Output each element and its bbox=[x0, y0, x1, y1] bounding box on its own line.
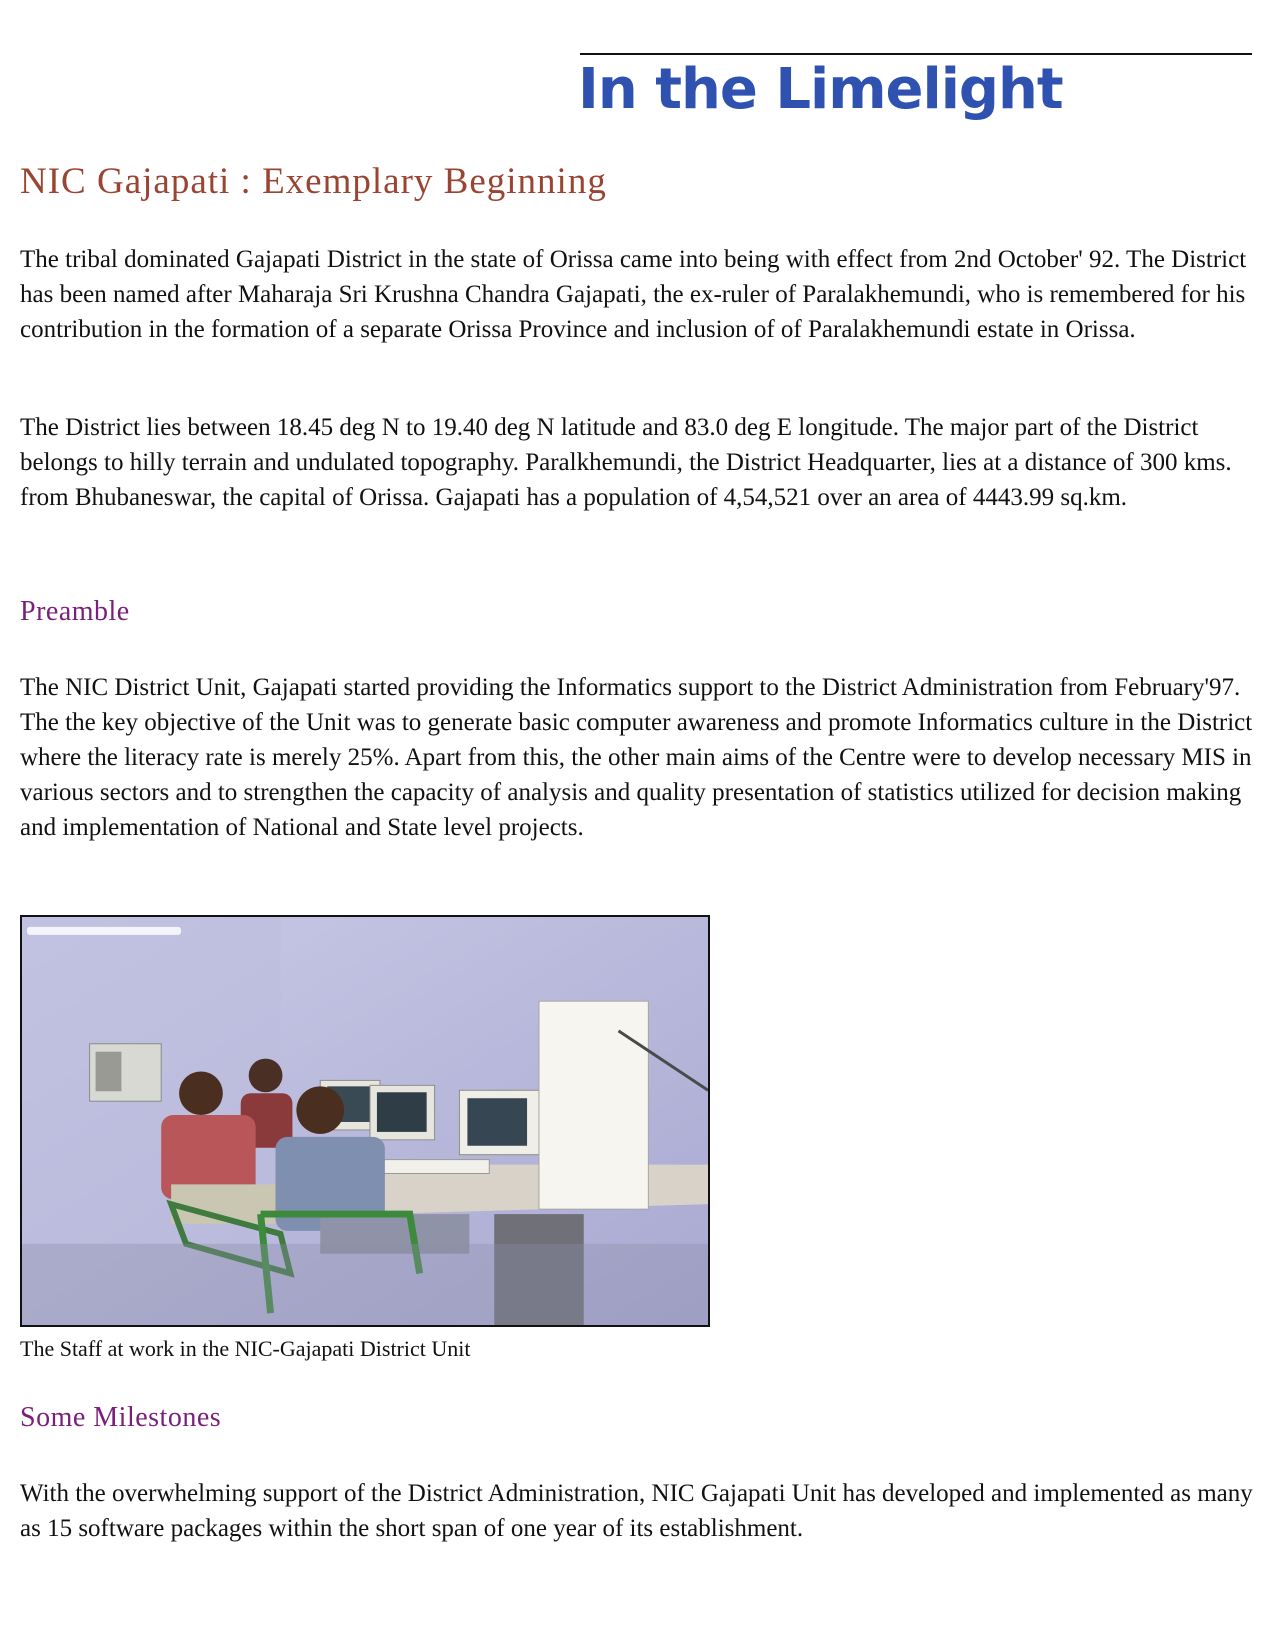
person-back-head bbox=[249, 1059, 283, 1093]
monitor-middle-screen bbox=[377, 1092, 427, 1132]
section-banner: In the Limelight bbox=[578, 57, 1063, 122]
tube-light bbox=[27, 927, 181, 935]
keyboard bbox=[380, 1160, 489, 1174]
server-tower bbox=[539, 1001, 648, 1209]
photo-caption: The Staff at work in the NIC-Gajapati District Unit bbox=[20, 1336, 471, 1361]
ac-vent bbox=[96, 1052, 122, 1092]
person-front-head bbox=[296, 1086, 344, 1134]
monitor-right-screen bbox=[467, 1098, 527, 1146]
floor bbox=[22, 1244, 708, 1325]
preamble-heading: Preamble bbox=[20, 596, 130, 627]
office-photo-illustration bbox=[22, 917, 708, 1325]
article-title: NIC Gajapati : Exemplary Beginning bbox=[20, 161, 607, 202]
person-left-head bbox=[179, 1071, 223, 1115]
staff-photo bbox=[20, 915, 710, 1327]
intro-paragraph-2: The District lies between 18.45 deg N to 19.40 deg N latitude and 83.0 deg E longitude. The major part of the District belongs to hilly terrain and undulated topography. Paralkhemundi, the District Headquarter, lies at a distance of 300 kms. from Bhubaneswar, the capital of Orissa. Gajapati has a population of 4,54,521 over an area of 4443.99 sq.km. bbox=[20, 414, 1232, 511]
intro-paragraph-1: The tribal dominated Gajapati District in the state of Orissa came into being with effect from 2nd October' 92. The District has been named after Maharaja Sri Krushna Chandra Gajapati, the ex-ruler of Paralakhemundi, who is remembered for his contribution in the formation of a separate Orissa Province and inclusion of of Paralakhemundi estate in Orissa. bbox=[20, 246, 1247, 343]
preamble-paragraph: The NIC District Unit, Gajapati started providing the Informatics support to the District Administration from February'97. The the key objective of the Unit was to generate basic computer awareness and promote Informatics culture in the District where the literacy rate is merely 25%. Apart from this, the other main aims of the Centre were to develop necessary MIS in various sectors and to strengthen the capacity of analysis and quality presentation of statistics utilized for decision making and implementation of National and State level projects. bbox=[20, 674, 1253, 841]
milestones-paragraph: With the overwhelming support of the District Administration, NIC Gajapati Unit has developed and implemented as many as 15 software packages within the short span of one year of its establishment. bbox=[20, 1480, 1253, 1542]
milestones-heading: Some Milestones bbox=[20, 1402, 222, 1433]
